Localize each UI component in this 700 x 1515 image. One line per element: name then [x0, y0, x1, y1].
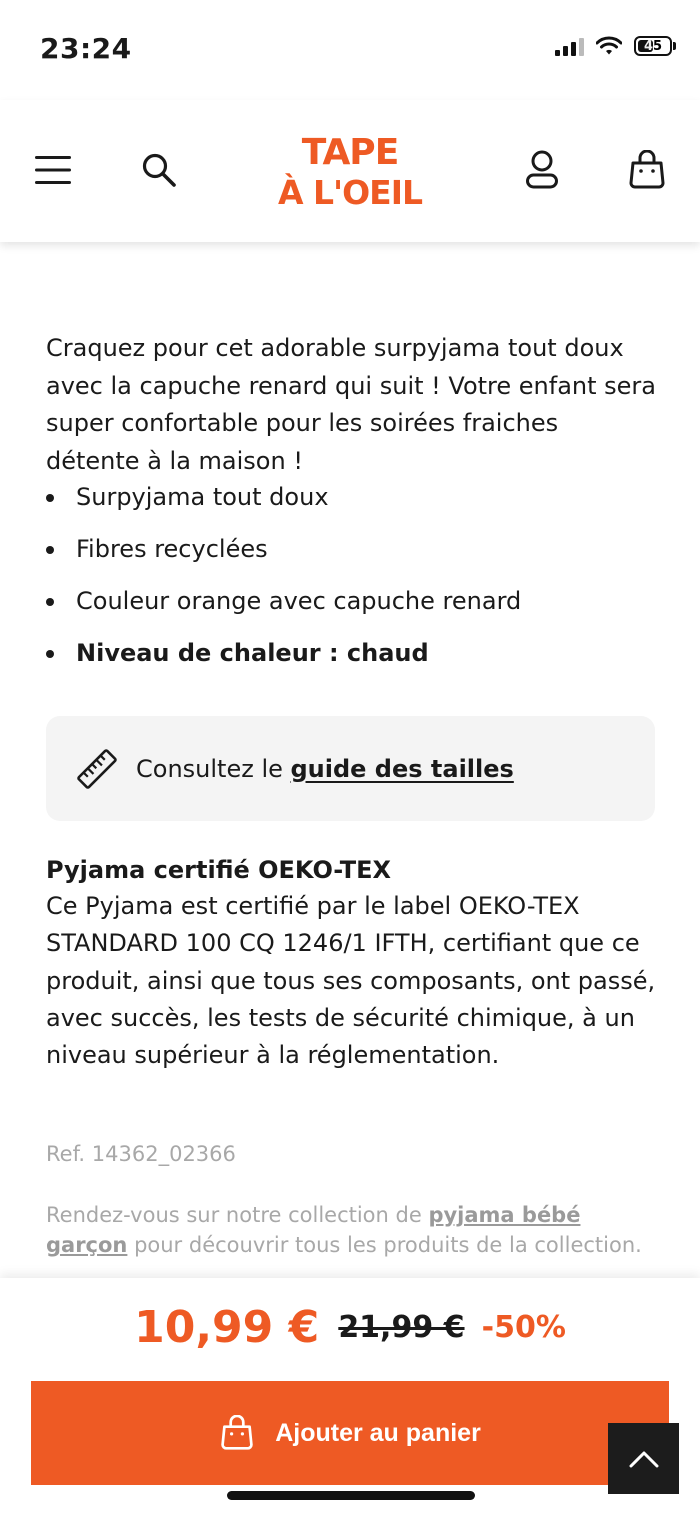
size-guide-prefix: Consultez le [136, 754, 291, 783]
product-details [46, 330, 656, 688]
scroll-to-top-button[interactable] [608, 1423, 679, 1494]
search-button[interactable] [134, 145, 184, 195]
wifi-icon [596, 36, 622, 56]
discount-badge: -50% [481, 1310, 566, 1345]
add-to-cart-button[interactable] [31, 1381, 669, 1485]
list-item: Niveau de chaleur : chaud [46, 636, 656, 688]
product-description: Craquez pour cet adorable surpyjama tout doux avec la capuche renard qui suit ! Votre enfant sera super confortable pour les soirées fraiches détente à la maison ! [46, 334, 657, 475]
account-button[interactable] [517, 145, 567, 195]
price-row [0, 1302, 700, 1353]
status-time: 23:24 [40, 32, 132, 65]
collection-suffix: pour découvrir tous les produits de la collection. [127, 1233, 642, 1257]
logo-line2: À L'OEIL [277, 173, 423, 212]
status-bar [0, 0, 700, 100]
logo-line1: TAPE [301, 132, 399, 173]
collection-prefix: Rendez-vous sur notre collection de [46, 1203, 429, 1227]
battery-icon [634, 36, 676, 56]
chevron-up-icon [629, 1450, 659, 1468]
list-item: Couleur orange avec capuche renard [46, 584, 656, 636]
site-header [0, 100, 700, 242]
collection-text [46, 1200, 646, 1278]
status-icons [555, 36, 676, 56]
add-to-cart-label: Ajouter au panier [275, 1418, 481, 1447]
old-price: 21,99 € [338, 1310, 465, 1345]
feature-list [46, 480, 656, 688]
battery-level: 45 [643, 38, 663, 54]
list-item: Fibres recyclées [46, 532, 656, 584]
shopping-bag-icon [219, 1415, 255, 1451]
cart-button[interactable] [622, 145, 672, 195]
brand-logo[interactable] [255, 128, 445, 214]
ruler-icon [76, 748, 118, 790]
certification-title: Pyjama certifié OEKO-TEX [46, 856, 391, 884]
size-guide-panel [46, 716, 655, 821]
size-guide-link[interactable]: guide des tailles [290, 754, 514, 783]
product-reference: Ref. 14362_02366 [46, 1142, 236, 1166]
size-guide-text [136, 755, 514, 783]
certification-text: Ce Pyjama est certifié par le label OEKO-TEX STANDARD 100 CQ 1246/1 IFTH, certifiant que ce produit, ainsi que tous ses composants, ont passé, avec succès, les tests de sécurité chimique, à un niveau supérieur à la réglementation. [46, 892, 656, 1070]
hamburger-menu-icon [35, 155, 71, 185]
search-icon [141, 152, 177, 188]
menu-button[interactable] [28, 145, 78, 195]
collection-link[interactable]: pyjama bébé garçon [46, 1203, 581, 1257]
list-item: Surpyjama tout doux [46, 480, 656, 532]
purchase-bar [0, 1278, 700, 1515]
certification-section [46, 852, 661, 1074]
current-price: 10,99 € [134, 1302, 320, 1353]
user-icon [525, 150, 559, 190]
home-indicator[interactable] [227, 1491, 475, 1500]
cellular-signal-icon [555, 36, 584, 56]
shopping-bag-icon [628, 150, 666, 190]
